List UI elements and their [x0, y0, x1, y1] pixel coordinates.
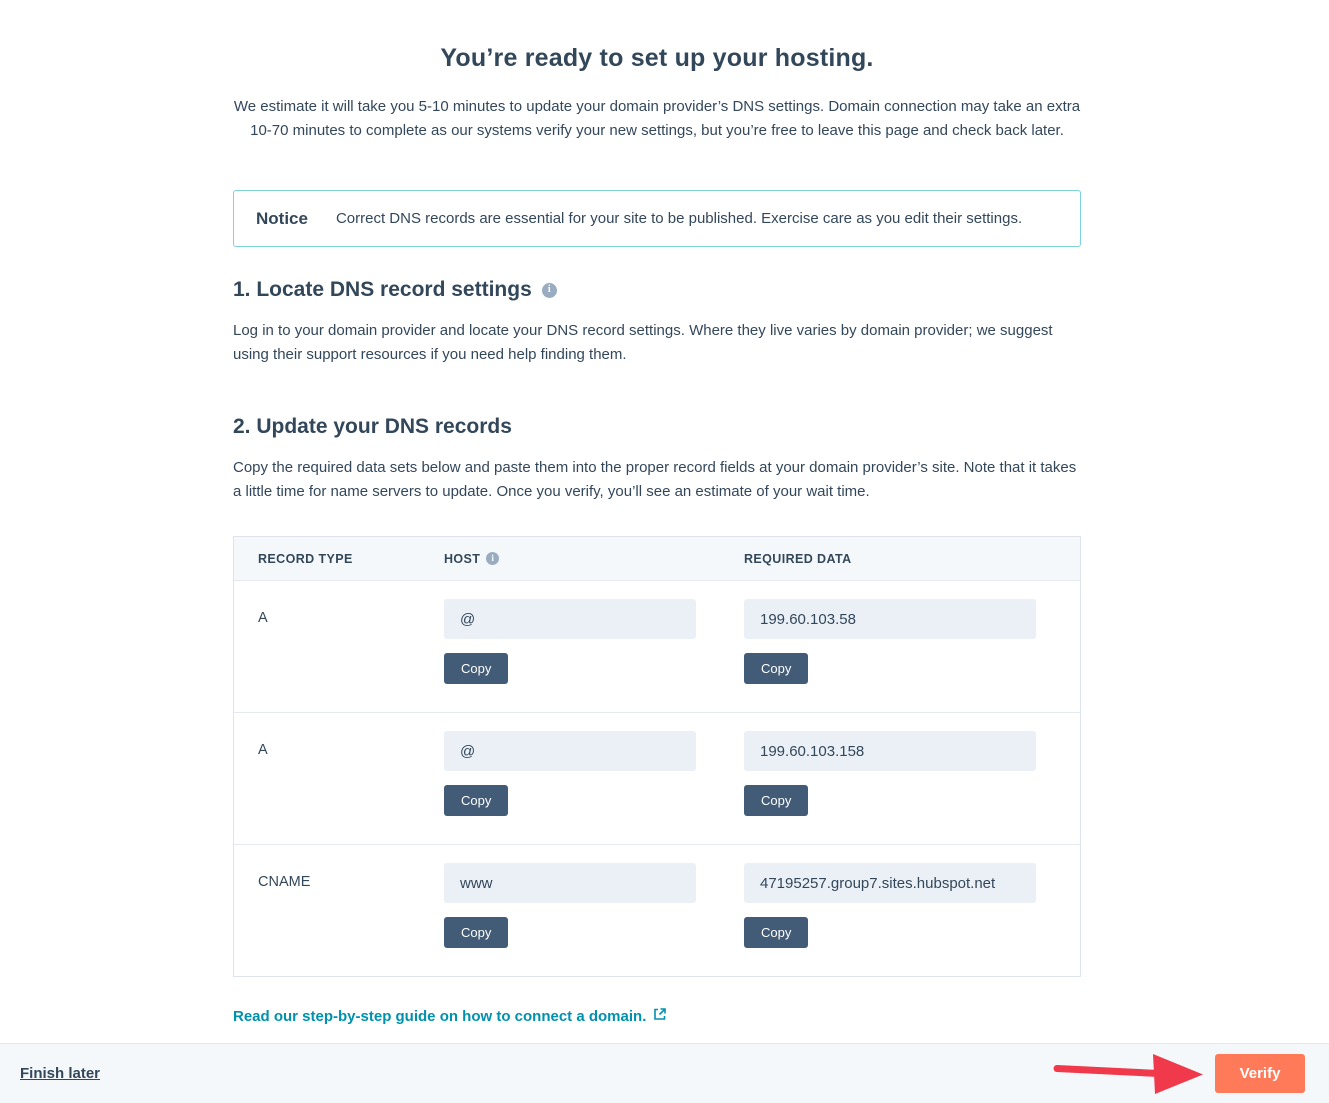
header-record-type-label: RECORD TYPE	[258, 551, 353, 566]
footer-right	[1053, 1051, 1305, 1097]
host-value-field: www	[444, 863, 696, 903]
info-icon[interactable]	[542, 283, 557, 298]
red-arrow-annotation	[1053, 1051, 1205, 1097]
record-type-value: A	[258, 742, 268, 758]
guide-link[interactable]	[233, 1007, 667, 1025]
header-host	[444, 552, 744, 566]
step1-heading-text: 1. Locate DNS record settings	[233, 278, 532, 301]
info-icon[interactable]	[486, 552, 499, 565]
required-data-cell	[744, 731, 1080, 816]
verify-button[interactable]: Verify	[1215, 1054, 1305, 1093]
required-data-cell	[744, 863, 1080, 948]
step1-body: Log in to your domain provider and locate your DNS record settings. Where they live varies by domain provider; we suggest using their support resources if you need help finding them.	[233, 322, 1053, 363]
required-data-field: 199.60.103.158	[744, 731, 1036, 771]
host-cell	[444, 731, 744, 816]
main-content	[233, 0, 1081, 1026]
intro-text: We estimate it will take you 5-10 minutes to update your domain provider’s DNS settings. Domain connection may take an extra 10-70 minutes to complete as our systems verify your new settings, but you’re free to leave this page and check back later.	[233, 98, 1081, 139]
copy-host-button[interactable]: Copy	[444, 653, 508, 684]
notice-label: Notice	[256, 208, 308, 228]
record-type-value: A	[258, 610, 268, 626]
step1-heading	[233, 278, 1081, 302]
header-host-label: HOST	[444, 551, 481, 566]
copy-host-button[interactable]: Copy	[444, 917, 508, 948]
table-header-row	[234, 537, 1080, 581]
table-row	[234, 581, 1080, 713]
record-type-value: CNAME	[258, 874, 311, 890]
dns-records-table	[233, 536, 1081, 977]
copy-required-data-button[interactable]: Copy	[744, 653, 808, 684]
step2-heading-text: 2. Update your DNS records	[233, 415, 512, 438]
copy-required-data-button[interactable]: Copy	[744, 917, 808, 948]
step2-heading	[233, 415, 1081, 439]
required-data-field: 199.60.103.58	[744, 599, 1036, 639]
header-required-data-label: REQUIRED DATA	[744, 551, 852, 566]
host-cell	[444, 599, 744, 684]
header-record-type	[234, 552, 444, 566]
copy-host-button[interactable]: Copy	[444, 785, 508, 816]
table-row	[234, 845, 1080, 976]
guide-link-text: Read our step-by-step guide on how to connect a domain.	[233, 1007, 647, 1025]
finish-later-link[interactable]: Finish later	[20, 1065, 101, 1082]
copy-required-data-button[interactable]: Copy	[744, 785, 808, 816]
required-data-field: 47195257.group7.sites.hubspot.net	[744, 863, 1036, 903]
step2-body: Copy the required data sets below and paste them into the proper record fields at your domain provider’s site. Note that it takes a little time for name servers to update. Once you verify, you’ll see an estimate of your wait time.	[233, 459, 1077, 500]
external-link-icon	[653, 1007, 667, 1025]
host-cell	[444, 863, 744, 948]
notice-banner	[233, 190, 1081, 247]
page-title: You’re ready to set up your hosting.	[440, 44, 874, 72]
table-row	[234, 713, 1080, 845]
host-value-field: @	[444, 731, 696, 771]
notice-text: Correct DNS records are essential for your site to be published. Exercise care as you edit their settings.	[335, 210, 1023, 227]
required-data-cell	[744, 599, 1080, 684]
header-required-data	[744, 552, 1080, 566]
host-value-field: @	[444, 599, 696, 639]
footer-bar	[0, 1043, 1329, 1103]
